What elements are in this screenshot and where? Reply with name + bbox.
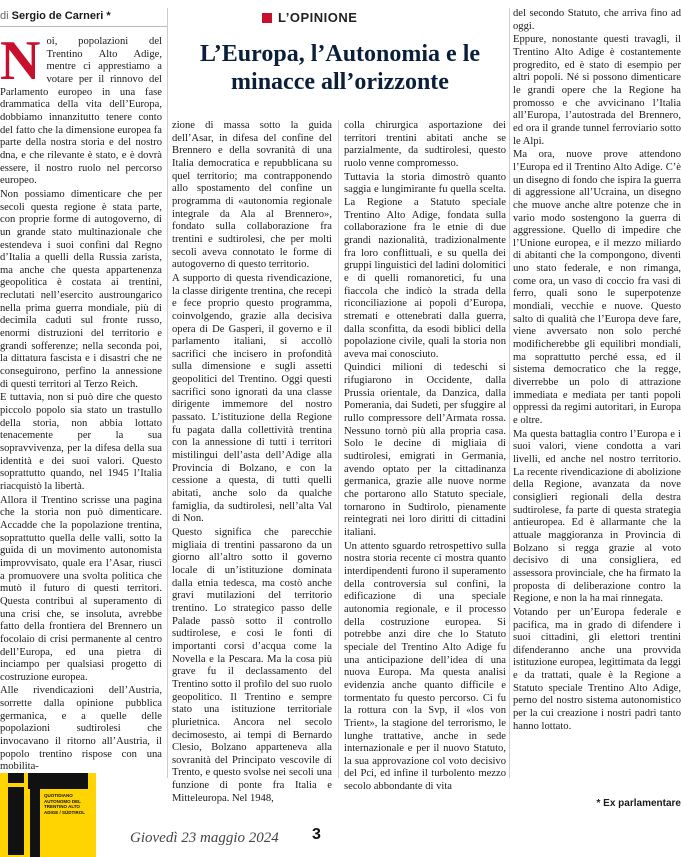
paragraph: Votando per un’Europa federale e pacifica, ma in grado di difendere i suoi cittadini, gli elettori trentini difenderanno anche una provvida istituzione europea, legittimata da leggi e da trattati, quale è la Regione a Statuto speciale Trentino Alto Adige, perno del nostro sistema autonomistico per la cui creazione i nostri padri tanto hanno lottato. bbox=[513, 606, 681, 732]
page-number: 3 bbox=[312, 826, 321, 843]
paragraph: Non possiamo dimenticare che per secoli questa regione è stata parte, con proprie forme di autogoverno, di un grande stato multinazionale che estendeva i suoi confini dal Regno d’Italia a quelli della Russia zarista, ma anche che questa appartenenza geopolitica è costata ai trentini, reclutati nell’esercito austroungarico nella prima guerra mondiale, più di decimila caduti sul fronte russo, enormi distruzioni del territorio e grandi sofferenze; nella seconda poi, la dittatura fascista e i disastri che ne conseguirono, perfino la annessione di questi territori al Terzo Reich. bbox=[0, 188, 162, 390]
column-divider bbox=[509, 8, 510, 778]
paragraph: zione di massa sotto la guida dell’Asar, in difesa del confine del Brennero e della sovranità di una Italia democratica e repubblicana su quel territorio; ma contrapponendo allo spostamento del confine un programma di «autonomia regionale integrale da Ala al Brennero», fondato sulla collaborazione fra trentini e sudtirolesi, che per molti secoli aveva connotato le forme di autogoverno di questo territorio. bbox=[172, 120, 332, 271]
logo-shape bbox=[28, 773, 88, 789]
byline-rule bbox=[0, 26, 168, 27]
byline-prefix: di bbox=[0, 10, 9, 22]
paragraph: Alle rivendicazioni dell’Austria, sorrette dalla opinione pubblica germanica, e a quelle delle popolazioni sudtirolesi che invocavano il ritorno all’Austria, il popolo trentino rispose con una mobilita- bbox=[0, 685, 162, 773]
paragraph: Eppure, nonostante questi travagli, il Trentino Alto Adige è costantemente progredito, ed è stato di esempio per altri popoli. Né si possono dimenticare le grandi opere che la Regione ha promosso e che avvicinano l’Italia all’Europa, l’autostrada del Brennero, ed ora il grande tunnel ferroviario sotto le Alpi. bbox=[513, 34, 681, 147]
column-divider bbox=[338, 120, 339, 778]
article-column-2 bbox=[172, 120, 332, 806]
issue-date: Giovedì 23 maggio 2024 bbox=[130, 830, 279, 846]
paragraph bbox=[0, 30, 162, 188]
paragraph: Ma questa battaglia contro l’Europa e i suoi valori, viene condotta a vari livelli, ed anche nel nostro territorio. La recente rivendicazione di abolizione della Regione, avanzata da nove consiglieri regionali della destra sudtirolese, fa parte di questa strategia antieuropea. Ed è allarmante che la attuale maggioranza in Provincia di Bolzano si regga grazie al voto decisivo di una consigliera, ed assessora provinciale, che ha firmato la proposta di deliberazione contro la Regione, e non la ha mai rinnegata. bbox=[513, 428, 681, 605]
section-label bbox=[262, 10, 357, 25]
article-column-4 bbox=[513, 8, 681, 734]
section-marker-icon bbox=[262, 13, 272, 23]
author-note: * Ex parlamentare bbox=[596, 798, 681, 809]
headline: L’Europa, l’Autonomia e le minacce all’orizzonte bbox=[199, 41, 481, 95]
section-title: L’OPINIONE bbox=[278, 10, 358, 25]
column-divider bbox=[167, 8, 168, 778]
paragraph: A supporto di questa rivendicazione, la classe dirigente trentina, che recepì e fece proprio questo programma, coinvolgendo, grazie alla decisiva opera di De Gasperi, il governo e il parlamento italiani, si accollò sacrifici che incisero in profondità sulla dimensione e sugli assetti geopolitici del Trentino. Oggi questi sacrifici sono ignorati da una classe dirigente immemore del nostro passato. L’istituzione della Regione fu pagata dalla collettività trentina con la annessione di tutti i territori mistilingui dell’asta dell’Adige alla Provincia di Bolzano, e con la cessione a questa, di tutti quelli abitati, anche solo da qualche famiglia, da sudtirolesi, nell’alta Val di Non. bbox=[172, 272, 332, 525]
logo-tagline: QUOTIDIANO AUTONOMO DEL TRENTINO ALTO ADIGE / SÜDTIROL bbox=[44, 793, 86, 815]
paragraph: colla chirurgica asportazione dei territori trentini abitati anche se parzialmente, da sudtirolesi, questo ruolo venne compromesso. bbox=[344, 120, 506, 169]
paragraph: Allora il Trentino scrisse una pagina che la storia non può dimenticare. Accadde che la popolazione trentina, soprattutto quella delle valli, sotto la guida di un movimento autonomista improvvisato, quale era l’Asar, riuscì a promuovere una svolta politica che mutò il futuro di questi territori. Questa contribuì al superamento di una crisi che, se insoluta, avrebbe fatto della frontiera del Brennero un focolaio di crisi permanente al centro dell’Europa, ed una pietra di inciampo per qualsiasi progetto di costruzione europea. bbox=[0, 494, 162, 683]
paragraph: del secondo Statuto, che arriva fino ad oggi. bbox=[513, 8, 681, 32]
paragraph: Un attento sguardo retrospettivo sulla nostra storia recente ci mostra quanto interdipendenti furono il superamento della controversia sul confini, la edificazione di una speciale autonomia regionale, e il processo della costruzione europea. Si potrebbe anzi dire che lo Statuto speciale del Trentino Alto Adige fu una anticipazione dell’idea di una nuova Europa. Ma questa analisi evidenzia anche quanto difficile e tormentato fu questo percorso. Ci fu la rottura con la Svp, il «los von Trient», la stagione del terrorismo, le lunghe trattative, anche in sede internazionale e per il nuovo Statuto, la sua approvazione col voto decisivo del Pci, ed infine il turbolento mezzo secolo abbondante di vita bbox=[344, 540, 506, 793]
paragraph: Questo significa che parecchie migliaia di trentini passarono da un giorno all’altro sotto il governo locale di un’istituzione dominata dalla etnia tedesca, ma costò anche gravi mutilazioni del territorio trentino. Lo strategico passo delle Palade passò sotto il controllo sudtirolese, e così le fonti di importanti corsi d’acqua come la Novella e la Pescara. Ma la cosa più grave fu il declassamento del Trentino sotto il profilo del suo ruolo geopolitico. Il Trentino e sempre stato una istituzione territoriale plurietnica. Ancora nel secolo decimosesto, ai tempi di Bernardo Clesio, Bolzano apparteneva alla sovranità del Principato vescovile di Trento, e questo svolse nei secoli una funzione di ponte fra Italia e Mitteleuropa. Nel 1948, bbox=[172, 527, 332, 804]
article-column-1 bbox=[0, 30, 162, 775]
drop-cap: N bbox=[0, 30, 41, 92]
paragraph: E tuttavia, non si può dire che questo piccolo popolo sia stato un trastullo della storia, non abbia lottato tenacemente per la sua sopravvivenza, per la difesa della sua identità e dei suoi valori. Questo soprattutto quando, nel 1945 l’Italia riacquistò la libertà. bbox=[0, 392, 162, 492]
byline bbox=[0, 10, 170, 22]
paragraph: Quindici milioni di tedeschi si rifugiarono in Occidente, dalla Prussia orientale, da Danzica, dalla Pomerania, dai Sudeti, per sfuggire al rullo compressore dell’Armata rossa. Nessuno tornò più alla propria casa. Solo le decine di migliaia di sudtirolesi, emigrati in Germania, avendo optato per la cittadinanza germanica, grazie alle nuove norme che portarono allo Statuto speciale, tornarono in Sudtirolo, pienamente reintegrati nei loro diritti di cittadini italiani. bbox=[344, 362, 506, 538]
paragraph: Ma ora, nuove prove attendono l’Europa ed il Trentino Alto Adige. C’è un disegno di fondo che ispira la guerra di aggressione all’Ucraina, un disegno che muove anche altre potenze che in vario modo sostengono la guerra di aggressione. Quello di impedire che l’Unione europea, e il mezzo miliardo di abitanti che la compongono, diventi uno stato federale, e non rimanga, come ora, un vaso di coccio fra vasi di ferro, quali sono le superpotenze mondiali, vecchie e nuove. Questo salto di qualità che l’Europa deve fare, viene avversato non solo perché modificherebbe gli equilibri mondiali, ma soprattutto perché essa, ed il sistema democratico che la regge, diverrebbe un polo di attrazione immediata e mediata per tanti popoli oppressi da regimi autoritari, in Europa e oltre. bbox=[513, 149, 681, 426]
logo-shape bbox=[30, 789, 40, 857]
newspaper-logo bbox=[0, 773, 96, 857]
byline-author: Sergio de Carneri * bbox=[11, 10, 111, 22]
logo-shape bbox=[8, 773, 24, 783]
paragraph-text: oi, popolazioni del Trentino Alto Adige, mentre ci apprestiamo a votare per il rinnovo del Parlamento europeo in una fase drammatica della vita dell’Europa, dobbiamo innanzitutto tenere conto del fatto che la dimensione europea fa parte della nostra storia e del nostro dna, e che rilevante è stato, e è dovrà essere, il nostro ruolo nel percorso europeo. bbox=[0, 36, 162, 187]
logo-shape bbox=[8, 787, 24, 855]
article-column-3 bbox=[344, 120, 506, 795]
paragraph: Tuttavia la storia dimostrò quanto saggia e lungimirante fu quella scelta. La Regione a Statuto speciale Trentino Alto Adige, fondata sulla collaborazione fra le etnie di due grandi nazionalità, tradizionalmente fra loro conflittuali, e su quella dei gruppi linguistici del ladini dolomitici e di quelli romanoretici, fu una fiaccola che indicò la strada della riconciliazione ai popoli d’Europa, stremati e ottenebrati dalla guerra, dalla sconfitta, da esodi biblici della popolazione civile, quali la storia non aveva mai conosciuto. bbox=[344, 171, 506, 360]
